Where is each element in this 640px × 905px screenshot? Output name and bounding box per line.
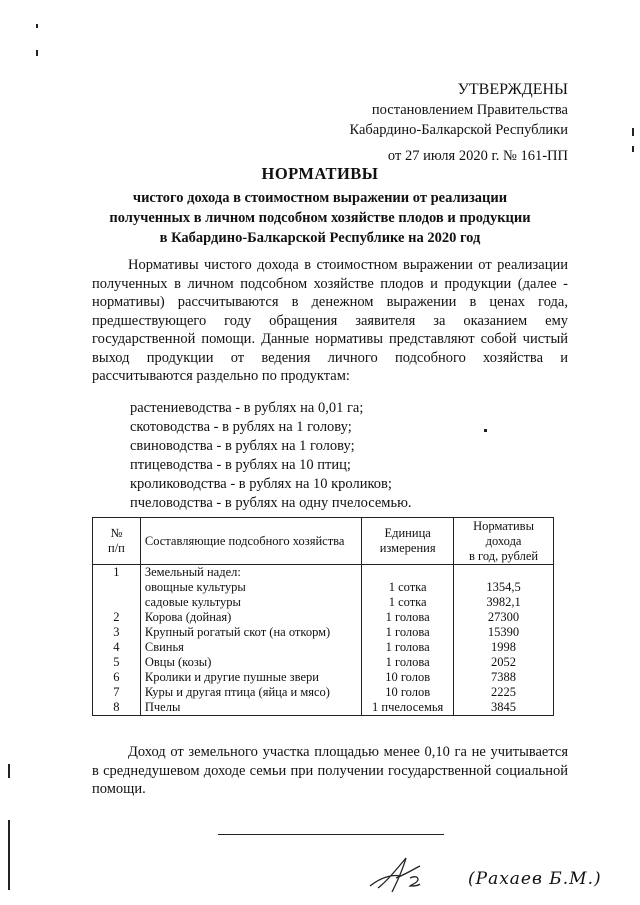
approval-heading: УТВЕРЖДЕНЫ (457, 81, 568, 98)
row-num: 4 (93, 640, 141, 655)
document-subtitle (80, 188, 560, 248)
row-unit (362, 565, 454, 611)
closing-paragraph: Доход от земельного участка площадью менее 0,10 га не учитывается в среднедушевом доходе семьи при получении государственной социальной помощи. (92, 744, 568, 797)
approval-authority: постановлением Правительства (371, 102, 568, 118)
row-value: 27300 (454, 610, 554, 625)
list-item: растениеводства - в рублях на 0,01 га; (130, 400, 364, 416)
header-unit (362, 518, 454, 565)
row-name: Крупный рогатый скот (на откорм) (140, 625, 361, 640)
header-value-line2: дохода (485, 533, 522, 548)
subtitle-line: полученных в личном подсобном хозяйстве плодов и продукции (109, 210, 531, 226)
list-item: кролиководства - в рублях на 10 кроликов; (130, 476, 392, 492)
row-name: Кролики и другие пушные звери (140, 670, 361, 685)
row-num: 7 (93, 685, 141, 700)
row-unit: 1 голова (362, 655, 454, 670)
row-name-line: овощные культуры (144, 580, 246, 594)
list-item: пчеловодства - в рублях на одну пчелосемью. (130, 495, 412, 511)
header-value-line3: в год, рублей (469, 548, 539, 563)
subtitle-line: в Кабардино-Балкарской Республике на 2020 год (159, 230, 481, 246)
table-row (93, 700, 554, 716)
row-name: Свинья (140, 640, 361, 655)
header-num (93, 518, 141, 565)
row-name: Куры и другая птица (яйца и мясо) (140, 685, 361, 700)
signature (366, 848, 436, 896)
row-value-line: 3982,1 (486, 595, 521, 609)
subtitle-line: чистого дохода в стоимостном выражении от реализации (132, 190, 508, 206)
row-unit: 1 голова (362, 610, 454, 625)
approval-date: от 27 июля 2020 г. № 161-ПП (387, 148, 568, 164)
table-row (93, 655, 554, 670)
row-value: 15390 (454, 625, 554, 640)
header-unit-line1: Единица (384, 526, 431, 540)
intro-paragraph: Нормативы чистого дохода в стоимостном выражении от реализации полученных в личном подсобном хозяйстве плодов и продукции (далее - нормативы) рассчитываются в денежном выражении в ценах года, предшествующего году обращения заявителя за оказанием ему государственной помощи. Данные нормативы представляют собой чистый выход продукции от ведения личного подсобного хозяйства и рассчитываются раздельно по продуктам: (92, 257, 568, 384)
header-num-line1: № (110, 526, 123, 540)
handwritten-name: (Рахаев Б.М.) (468, 869, 602, 889)
list-item: птицеводства - в рублях на 10 птиц; (130, 457, 351, 473)
norms-table (92, 517, 554, 716)
row-unit: 10 голов (362, 670, 454, 685)
divider-line (218, 834, 444, 835)
row-name-line: садовые культуры (144, 595, 241, 609)
approval-republic: Кабардино-Балкарской Республики (349, 122, 568, 138)
scan-speck (8, 820, 10, 890)
product-list (130, 399, 412, 513)
table-row (93, 565, 554, 611)
table-row (93, 610, 554, 625)
row-unit: 1 голова (362, 625, 454, 640)
scan-speck (8, 764, 10, 778)
row-unit: 1 голова (362, 640, 454, 655)
header-value-line1: Нормативы (473, 518, 534, 533)
list-item: скотоводства - в рублях на 1 голову; (130, 419, 352, 435)
row-name (140, 565, 361, 611)
row-unit-line: 1 сотка (388, 580, 427, 594)
list-item: свиноводства - в рублях на 1 голову; (130, 438, 355, 454)
table-row (93, 685, 554, 700)
table-row (93, 640, 554, 655)
approval-stamp (308, 80, 568, 166)
row-num: 1 (93, 565, 141, 611)
header-unit-line2: измерения (379, 541, 436, 555)
row-num: 5 (93, 655, 141, 670)
row-value: 3845 (454, 700, 554, 716)
scan-speck (632, 128, 634, 136)
scan-speck (36, 24, 38, 28)
row-value: 1998 (454, 640, 554, 655)
row-num: 8 (93, 700, 141, 716)
row-value (454, 565, 554, 611)
row-name-line: Земельный надел: (144, 565, 241, 579)
row-name: Пчелы (140, 700, 361, 716)
header-num-line2: п/п (108, 541, 125, 555)
row-num: 6 (93, 670, 141, 685)
row-unit: 10 голов (362, 685, 454, 700)
row-unit: 1 пчелосемья (362, 700, 454, 716)
table-header-row (93, 518, 554, 565)
scan-speck (484, 429, 487, 432)
scan-speck (632, 146, 634, 152)
table-row (93, 670, 554, 685)
row-num: 3 (93, 625, 141, 640)
row-name: Корова (дойная) (140, 610, 361, 625)
row-value: 2052 (454, 655, 554, 670)
row-unit-line: 1 сотка (388, 595, 427, 609)
row-name: Овцы (козы) (140, 655, 361, 670)
row-value-line: 1354,5 (486, 580, 521, 594)
scan-speck (36, 50, 38, 56)
table-row (93, 625, 554, 640)
row-num: 2 (93, 610, 141, 625)
header-value (454, 518, 554, 565)
header-name: Составляющие подсобного хозяйства (140, 518, 361, 565)
document-title: НОРМАТИВЫ (261, 164, 379, 183)
row-value: 7388 (454, 670, 554, 685)
row-value: 2225 (454, 685, 554, 700)
